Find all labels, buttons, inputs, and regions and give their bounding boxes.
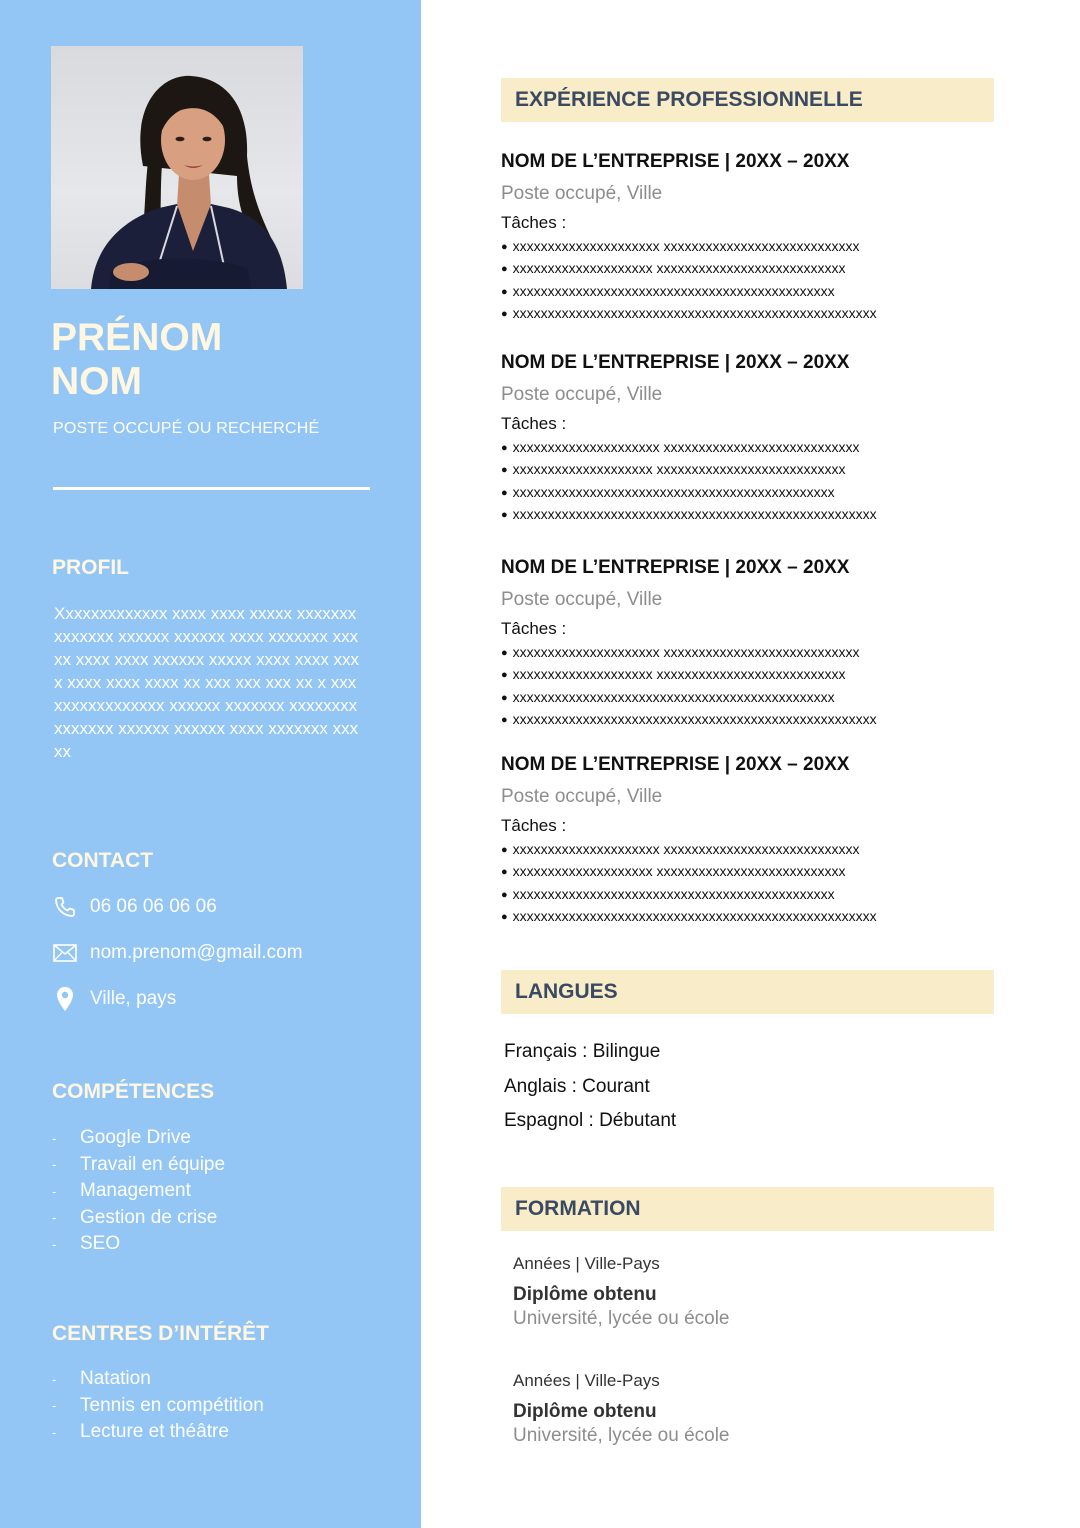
list-marker: - xyxy=(52,1210,57,1226)
education-school: Université, lycée ou école xyxy=(513,1308,730,1329)
sidebar xyxy=(0,0,421,1528)
language-item: Espagnol : Débutant xyxy=(504,1110,677,1132)
languages-heading: LANGUES xyxy=(501,970,994,1014)
phone-number[interactable]: 06 06 06 06 06 xyxy=(90,896,217,917)
list-item xyxy=(52,1152,225,1179)
tasks-label: Tâches : xyxy=(501,619,567,638)
list-item xyxy=(52,1178,225,1205)
task-item: ● xxxxxxxxxxxxxxxxxxxxxxxxxxxxxxxxxxxxxxxxxxxxxx xyxy=(501,481,1021,503)
skill-label: Travail en équipe xyxy=(80,1153,226,1175)
task-item: ● xxxxxxxxxxxxxxxxxxxxxxxxxxxxxxxxxxxxxxxxxxxxxx xyxy=(501,686,1021,708)
list-marker: - xyxy=(52,1371,57,1387)
interest-label: Natation xyxy=(80,1368,151,1390)
company-title: NOM DE L’ENTREPRISE | 20XX – 20XX xyxy=(501,557,850,578)
task-list xyxy=(501,436,1021,525)
company-title: NOM DE L’ENTREPRISE | 20XX – 20XX xyxy=(501,352,850,373)
task-item: ● xxxxxxxxxxxxxxxxxxxxxxxxxxxxxxxxxxxxxxxxxxxxxxxxxxxx xyxy=(501,905,1021,927)
task-item: ● xxxxxxxxxxxxxxxxxxxxx xxxxxxxxxxxxxxxxxxxxxxxxxxxx xyxy=(501,436,1021,458)
education-degree: Diplôme obtenu xyxy=(513,1284,657,1305)
list-item xyxy=(52,1393,264,1420)
task-item: ● xxxxxxxxxxxxxxxxxxxx xxxxxxxxxxxxxxxxxxxxxxxxxxx xyxy=(501,860,1021,882)
interest-label: Tennis en compétition xyxy=(80,1394,264,1416)
interest-label: Lecture et théâtre xyxy=(80,1421,229,1443)
task-item: ● xxxxxxxxxxxxxxxxxxxxx xxxxxxxxxxxxxxxxxxxxxxxxxxxx xyxy=(501,235,1021,257)
experience-item xyxy=(501,752,1021,927)
list-marker: - xyxy=(52,1157,57,1173)
list-item xyxy=(52,1231,225,1258)
task-item: ● xxxxxxxxxxxxxxxxxxxxxxxxxxxxxxxxxxxxxxxxxxxxxx xyxy=(501,883,1021,905)
list-marker: - xyxy=(52,1183,57,1199)
task-item: ● xxxxxxxxxxxxxxxxxxxx xxxxxxxxxxxxxxxxxxxxxxxxxxx xyxy=(501,663,1021,685)
education-school: Université, lycée ou école xyxy=(513,1425,730,1446)
map-pin-icon xyxy=(52,986,78,1012)
first-name: PRÉNOM xyxy=(51,316,223,359)
language-item: Français : Bilingue xyxy=(504,1041,661,1063)
candidate-name xyxy=(51,316,222,404)
education-degree: Diplôme obtenu xyxy=(513,1401,657,1422)
list-marker: - xyxy=(52,1236,57,1252)
list-item xyxy=(52,1366,264,1393)
language-item: Anglais : Courant xyxy=(504,1075,650,1097)
phone-icon xyxy=(52,894,78,920)
education-years: Années | Ville-Pays xyxy=(513,1371,660,1390)
list-item xyxy=(52,1125,225,1152)
task-item: ● xxxxxxxxxxxxxxxxxxxxxxxxxxxxxxxxxxxxxxxxxxxxxxxxxxxx xyxy=(501,708,1021,730)
education-years: Années | Ville-Pays xyxy=(513,1254,660,1273)
task-item: ● xxxxxxxxxxxxxxxxxxxxxxxxxxxxxxxxxxxxxxxxxxxxxx xyxy=(501,280,1021,302)
profile-heading: PROFIL xyxy=(52,556,129,579)
task-item: ● xxxxxxxxxxxxxxxxxxxxxxxxxxxxxxxxxxxxxxxxxxxxxxxxxxxx xyxy=(501,302,1021,324)
contact-location xyxy=(52,986,176,1012)
email-link[interactable]: nom.prenom@gmail.com xyxy=(90,942,303,963)
envelope-icon xyxy=(52,940,78,966)
company-title: NOM DE L’ENTREPRISE | 20XX – 20XX xyxy=(501,754,850,775)
task-list xyxy=(501,235,1021,324)
tasks-label: Tâches : xyxy=(501,414,567,433)
contact-heading: CONTACT xyxy=(52,849,154,872)
profile-text: Xxxxxxxxxxxxx xxxx xxxx xxxxx xxxxxxx xxxxxxx xxxxxx xxxxxx xxxx xxxxxxx xxxxx xxxx xxxx xxxxxx xxxxx xxxx xxxx xxxx xxxx xxxx xxxx xx xxx xxx xxx xx x xxxxxxxxxxxxxxxx xxxxxx xxxxxxx xxxxxxxx xxxxxxx xxxxxx xxxxxx xxxx xxxxxxx xxxxx xyxy=(54,604,360,761)
position-city: Poste occupé, Ville xyxy=(501,786,663,807)
tasks-label: Tâches : xyxy=(501,213,567,232)
list-marker: - xyxy=(52,1398,57,1414)
education-item xyxy=(513,1252,993,1330)
skills-heading: COMPÉTENCES xyxy=(52,1080,215,1103)
task-item: ● xxxxxxxxxxxxxxxxxxxx xxxxxxxxxxxxxxxxxxxxxxxxxxx xyxy=(501,458,1021,480)
experience-item xyxy=(501,350,1021,525)
position-city: Poste occupé, Ville xyxy=(501,183,663,204)
contact-email xyxy=(52,940,303,966)
tasks-label: Tâches : xyxy=(501,816,567,835)
experience-heading: EXPÉRIENCE PROFESSIONNELLE xyxy=(501,78,994,122)
task-list xyxy=(501,641,1021,730)
profile-photo xyxy=(51,46,303,289)
list-item xyxy=(52,1419,264,1446)
skill-label: SEO xyxy=(80,1233,121,1255)
skill-label: Management xyxy=(80,1180,191,1202)
interests-heading: CENTRES D’INTÉRÊT xyxy=(52,1322,270,1345)
task-item: ● xxxxxxxxxxxxxxxxxxxx xxxxxxxxxxxxxxxxxxxxxxxxxxx xyxy=(501,257,1021,279)
education-item xyxy=(513,1369,993,1447)
languages-list xyxy=(504,1035,676,1139)
experience-item xyxy=(501,555,1021,730)
last-name: NOM xyxy=(51,360,142,403)
job-title: POSTE OCCUPÉ OU RECHERCHÉ xyxy=(53,420,320,437)
list-marker: - xyxy=(52,1424,57,1440)
position-city: Poste occupé, Ville xyxy=(501,384,663,405)
contact-phone xyxy=(52,894,217,920)
interests-list xyxy=(52,1366,264,1446)
education-heading: FORMATION xyxy=(501,1187,994,1231)
location-text: Ville, pays xyxy=(90,988,177,1009)
list-item xyxy=(52,1205,225,1232)
skills-list xyxy=(52,1125,225,1258)
skill-label: Google Drive xyxy=(80,1127,191,1149)
company-title: NOM DE L’ENTREPRISE | 20XX – 20XX xyxy=(501,151,850,172)
task-list xyxy=(501,838,1021,927)
task-item: ● xxxxxxxxxxxxxxxxxxxxxxxxxxxxxxxxxxxxxxxxxxxxxxxxxxxx xyxy=(501,503,1021,525)
skill-label: Gestion de crise xyxy=(80,1206,218,1228)
experience-item xyxy=(501,149,1021,324)
divider xyxy=(53,487,370,490)
list-marker: - xyxy=(52,1130,57,1146)
position-city: Poste occupé, Ville xyxy=(501,589,663,610)
task-item: ● xxxxxxxxxxxxxxxxxxxxx xxxxxxxxxxxxxxxxxxxxxxxxxxxx xyxy=(501,838,1021,860)
task-item: ● xxxxxxxxxxxxxxxxxxxxx xxxxxxxxxxxxxxxxxxxxxxxxxxxx xyxy=(501,641,1021,663)
